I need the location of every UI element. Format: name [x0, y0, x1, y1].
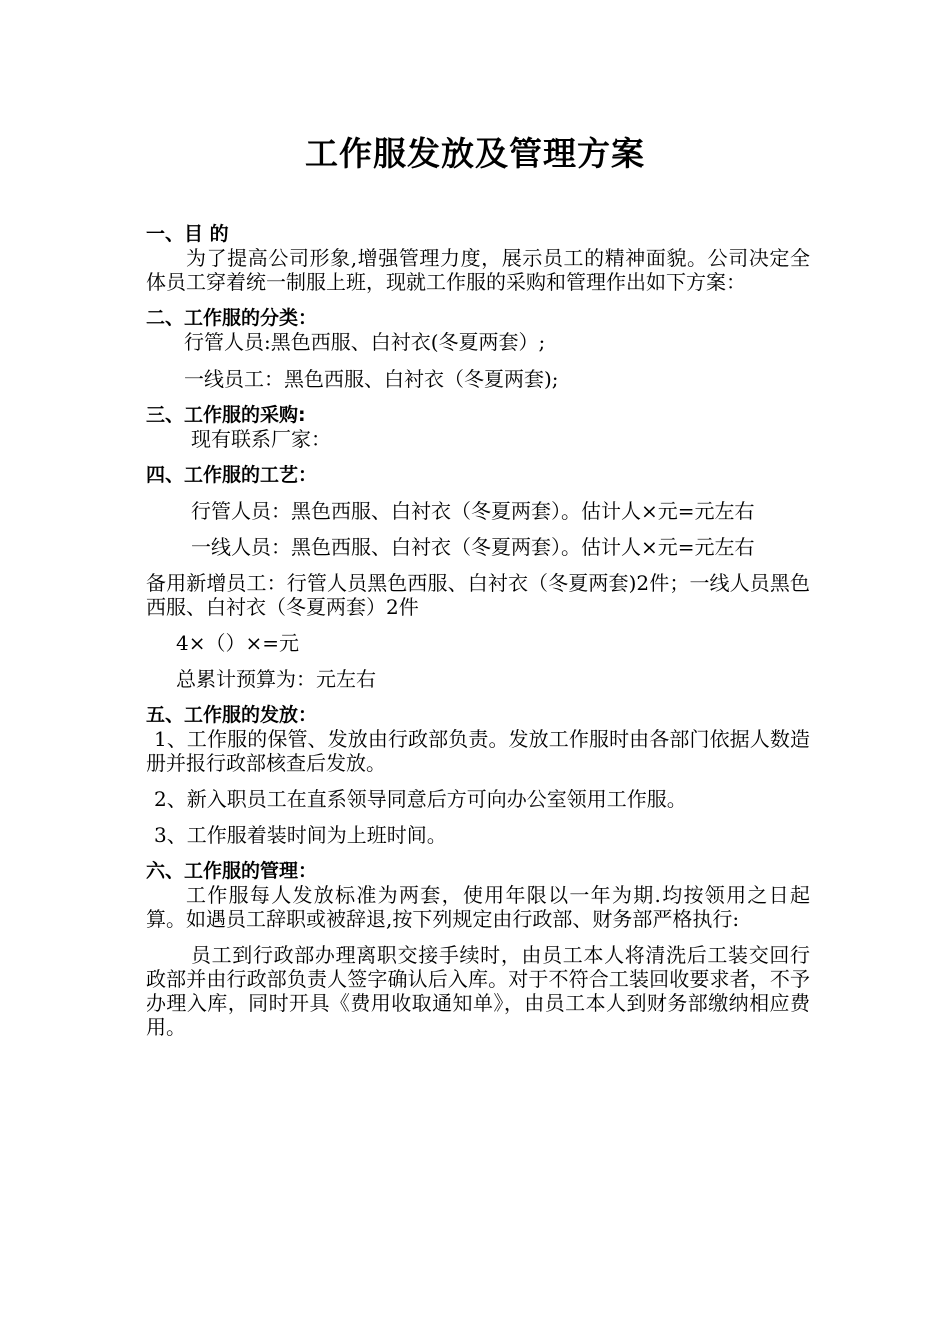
section-3-heading: 三、工作服的采购:: [146, 404, 306, 426]
section-6-heading: 六、工作服的管理：: [146, 860, 318, 882]
section-2-line-1: 行管人员:黑色西服、白衬衣(冬夏两套）;: [184, 330, 546, 354]
section-4-line-2: 一线人员：黑色西服、白衬衣（冬夏两套）。估计人×元=元左右: [191, 535, 755, 559]
section-4-heading: 四、工作服的工艺：: [146, 464, 318, 486]
section-2-heading: 二、工作服的分类：: [146, 307, 318, 329]
section-3-line-1: 现有联系厂家：: [191, 427, 331, 451]
document-body: [146, 222, 810, 1039]
section-5-item-1: 1、工作服的保管、发放由行政部负责。发放工作服时由各部门依据人数造册并报行政部核查后发放。: [146, 727, 810, 775]
section-5-item-3: 3、工作服着装时间为上班时间。: [154, 823, 447, 847]
section-5-item-2: 2、新入职员工在直系领导同意后方可向办公室领用工作服。: [154, 787, 687, 811]
section-6-paragraph-1: 工作服每人发放标准为两套，使用年限以一年为期.均按领用之日起算。如遇员工辞职或被辞退,按下列规定由行政部、财务部严格执行:: [146, 883, 810, 931]
section-4-line-1: 行管人员：黑色西服、白衬衣（冬夏两套）。估计人×元=元左右: [191, 499, 755, 523]
section-2-line-2: 一线员工：黑色西服、白衬衣（冬夏两套);: [184, 367, 559, 391]
section-6-paragraph-2: 员工到行政部办理离职交接手续时，由员工本人将清洗后工装交回行政部并由行政部负责人签字确认后入库。对于不符合工装回收要求者，不予办理入库，同时开具《费用收取通知单》，由员工本人到财务部缴纳相应费用。: [146, 943, 810, 1039]
section-1-heading: 一、目 的: [146, 223, 229, 245]
section-4-line-3: 备用新增员工：行管人员黑色西服、白衬衣（冬夏两套)2件；一线人员黑色西服、白衬衣（冬夏两套）2件: [146, 571, 810, 619]
document-title: 工作服发放及管理方案: [305, 134, 645, 173]
section-5-heading: 五、工作服的发放：: [146, 704, 318, 726]
section-4-line-4: 4×（）×=元: [176, 631, 299, 655]
section-4-line-5: 总累计预算为：元左右: [176, 667, 376, 691]
section-1-paragraph: 为了提高公司形象,增强管理力度，展示员工的精神面貌。公司决定全体员工穿着统一制服上班，现就工作服的采购和管理作出如下方案：: [146, 246, 810, 294]
